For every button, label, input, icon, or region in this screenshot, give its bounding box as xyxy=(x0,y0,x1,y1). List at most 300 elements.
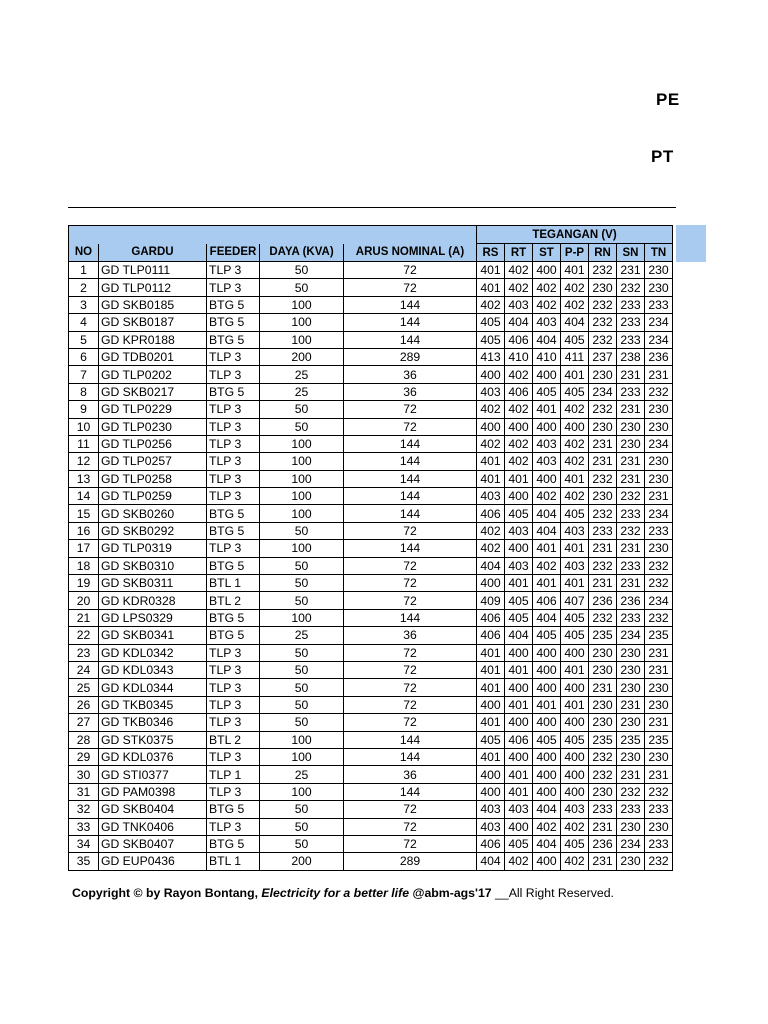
cell-tn: 232 xyxy=(645,383,673,400)
cell-feeder: BTG 5 xyxy=(207,383,260,400)
cell-daya: 100 xyxy=(260,731,344,748)
cell-gardu: GD TLP0259 xyxy=(99,488,207,505)
cell-rs: 406 xyxy=(477,505,505,522)
cell-rs: 401 xyxy=(477,279,505,296)
cell-daya: 50 xyxy=(260,557,344,574)
cell-st: 400 xyxy=(533,262,561,279)
cell-st: 403 xyxy=(533,435,561,452)
col-header-feeder: FEEDER xyxy=(207,244,260,262)
cell-st: 402 xyxy=(533,296,561,313)
cell-daya: 200 xyxy=(260,853,344,870)
cell-rt: 402 xyxy=(505,262,533,279)
cell-arus: 144 xyxy=(344,453,477,470)
cell-gardu: GD SKB0404 xyxy=(99,801,207,818)
table-row xyxy=(69,314,673,331)
cell-feeder: BTL 2 xyxy=(207,731,260,748)
cell-no: 34 xyxy=(69,835,99,852)
col-header-tegangan: TEGANGAN (V) xyxy=(477,226,673,244)
cell-st: 400 xyxy=(533,679,561,696)
cell-rt: 400 xyxy=(505,644,533,661)
cell-rs: 405 xyxy=(477,314,505,331)
cell-arus: 72 xyxy=(344,714,477,731)
cell-tn: 232 xyxy=(645,783,673,800)
cell-daya: 50 xyxy=(260,714,344,731)
cell-tn: 230 xyxy=(645,679,673,696)
cell-rs: 400 xyxy=(477,783,505,800)
cell-st: 400 xyxy=(533,661,561,678)
cell-rt: 405 xyxy=(505,592,533,609)
cell-pp: 405 xyxy=(561,505,589,522)
cell-feeder: BTG 5 xyxy=(207,296,260,313)
cell-sn: 230 xyxy=(617,418,645,435)
cell-feeder: TLP 3 xyxy=(207,279,260,296)
cell-arus: 144 xyxy=(344,488,477,505)
cell-sn: 233 xyxy=(617,505,645,522)
cell-gardu: GD TLP0258 xyxy=(99,470,207,487)
cell-tn: 234 xyxy=(645,592,673,609)
cell-rt: 403 xyxy=(505,801,533,818)
cell-arus: 72 xyxy=(344,279,477,296)
cell-feeder: BTG 5 xyxy=(207,835,260,852)
cell-feeder: TLP 3 xyxy=(207,679,260,696)
cell-gardu: GD SKB0311 xyxy=(99,575,207,592)
cell-pp: 400 xyxy=(561,766,589,783)
cell-sn: 233 xyxy=(617,383,645,400)
table-row xyxy=(69,835,673,852)
cell-no: 4 xyxy=(69,314,99,331)
title-fragment-top: PE xyxy=(656,90,680,109)
table-row xyxy=(69,575,673,592)
cell-daya: 50 xyxy=(260,644,344,661)
cell-st: 401 xyxy=(533,401,561,418)
cell-arus: 72 xyxy=(344,661,477,678)
cell-rs: 403 xyxy=(477,383,505,400)
cell-daya: 25 xyxy=(260,366,344,383)
cell-rs: 405 xyxy=(477,331,505,348)
cell-gardu: GD TDB0201 xyxy=(99,348,207,365)
cell-rs: 406 xyxy=(477,627,505,644)
cell-pp: 411 xyxy=(561,348,589,365)
cell-feeder: TLP 3 xyxy=(207,435,260,452)
cell-tn: 233 xyxy=(645,296,673,313)
cell-rs: 400 xyxy=(477,575,505,592)
cell-sn: 232 xyxy=(617,783,645,800)
cell-sn: 233 xyxy=(617,331,645,348)
cell-sn: 230 xyxy=(617,853,645,870)
cell-tn: 232 xyxy=(645,575,673,592)
cell-rn: 232 xyxy=(589,557,617,574)
cell-st: 404 xyxy=(533,505,561,522)
cell-rs: 406 xyxy=(477,835,505,852)
cell-arus: 72 xyxy=(344,401,477,418)
cell-tn: 234 xyxy=(645,435,673,452)
cell-arus: 72 xyxy=(344,592,477,609)
cell-sn: 231 xyxy=(617,366,645,383)
cell-pp: 400 xyxy=(561,679,589,696)
cell-no: 21 xyxy=(69,609,99,626)
cell-no: 12 xyxy=(69,453,99,470)
cell-sn: 231 xyxy=(617,540,645,557)
cell-st: 400 xyxy=(533,366,561,383)
table-row xyxy=(69,818,673,835)
table-row xyxy=(69,505,673,522)
table-row xyxy=(69,453,673,470)
cell-no: 27 xyxy=(69,714,99,731)
cell-daya: 100 xyxy=(260,331,344,348)
cell-rn: 230 xyxy=(589,783,617,800)
cell-rs: 413 xyxy=(477,348,505,365)
cell-rt: 400 xyxy=(505,818,533,835)
cell-daya: 50 xyxy=(260,279,344,296)
cell-tn: 235 xyxy=(645,627,673,644)
substation-table xyxy=(68,225,673,871)
cell-pp: 401 xyxy=(561,661,589,678)
cell-gardu: GD SKB0185 xyxy=(99,296,207,313)
cell-rs: 401 xyxy=(477,714,505,731)
cell-no: 35 xyxy=(69,853,99,870)
cell-rt: 400 xyxy=(505,488,533,505)
cell-rt: 410 xyxy=(505,348,533,365)
cell-sn: 233 xyxy=(617,801,645,818)
cell-no: 19 xyxy=(69,575,99,592)
cell-daya: 100 xyxy=(260,748,344,765)
cell-daya: 50 xyxy=(260,262,344,279)
cell-sn: 234 xyxy=(617,835,645,852)
table-row xyxy=(69,609,673,626)
cell-st: 400 xyxy=(533,714,561,731)
cell-st: 400 xyxy=(533,766,561,783)
cell-rs: 401 xyxy=(477,262,505,279)
cell-sn: 233 xyxy=(617,314,645,331)
table-row xyxy=(69,661,673,678)
table-row xyxy=(69,731,673,748)
cell-st: 405 xyxy=(533,383,561,400)
cell-rs: 402 xyxy=(477,296,505,313)
cell-st: 400 xyxy=(533,853,561,870)
cell-gardu: GD TKB0346 xyxy=(99,714,207,731)
cell-st: 402 xyxy=(533,557,561,574)
cell-tn: 230 xyxy=(645,453,673,470)
cell-arus: 72 xyxy=(344,418,477,435)
cell-no: 16 xyxy=(69,522,99,539)
col-header-st: ST xyxy=(533,244,561,262)
cell-sn: 231 xyxy=(617,470,645,487)
cell-rn: 232 xyxy=(589,401,617,418)
cell-sn: 230 xyxy=(617,644,645,661)
cell-st: 401 xyxy=(533,696,561,713)
cell-rn: 231 xyxy=(589,679,617,696)
cell-rt: 403 xyxy=(505,557,533,574)
cell-arus: 144 xyxy=(344,435,477,452)
table-row xyxy=(69,696,673,713)
cell-rt: 400 xyxy=(505,679,533,696)
cell-tn: 231 xyxy=(645,766,673,783)
cell-arus: 144 xyxy=(344,540,477,557)
cell-daya: 50 xyxy=(260,522,344,539)
col-header-daya: DAYA (KVA) xyxy=(260,244,344,262)
table-row xyxy=(69,383,673,400)
cell-pp: 401 xyxy=(561,696,589,713)
cell-gardu: GD KDL0343 xyxy=(99,661,207,678)
cell-sn: 232 xyxy=(617,488,645,505)
cell-daya: 200 xyxy=(260,348,344,365)
cell-sn: 231 xyxy=(617,766,645,783)
cell-st: 400 xyxy=(533,644,561,661)
cell-st: 403 xyxy=(533,453,561,470)
cell-rn: 237 xyxy=(589,348,617,365)
cell-arus: 72 xyxy=(344,644,477,661)
cell-daya: 50 xyxy=(260,818,344,835)
cell-arus: 144 xyxy=(344,470,477,487)
cell-tn: 230 xyxy=(645,418,673,435)
cell-feeder: TLP 3 xyxy=(207,644,260,661)
cell-rt: 405 xyxy=(505,609,533,626)
cell-tn: 231 xyxy=(645,661,673,678)
cell-feeder: TLP 3 xyxy=(207,818,260,835)
cell-rt: 405 xyxy=(505,505,533,522)
cell-no: 18 xyxy=(69,557,99,574)
cell-rn: 235 xyxy=(589,731,617,748)
table-row xyxy=(69,366,673,383)
cell-rn: 232 xyxy=(589,331,617,348)
cell-no: 31 xyxy=(69,783,99,800)
cell-gardu: GD EUP0436 xyxy=(99,853,207,870)
cell-feeder: BTG 5 xyxy=(207,609,260,626)
cell-rt: 401 xyxy=(505,575,533,592)
cell-arus: 289 xyxy=(344,348,477,365)
cell-st: 404 xyxy=(533,609,561,626)
table-row xyxy=(69,418,673,435)
cell-rt: 402 xyxy=(505,453,533,470)
cell-rn: 232 xyxy=(589,505,617,522)
cell-rs: 401 xyxy=(477,453,505,470)
title-divider xyxy=(68,207,676,208)
cell-rt: 402 xyxy=(505,435,533,452)
cell-gardu: GD PAM0398 xyxy=(99,783,207,800)
cell-feeder: BTG 5 xyxy=(207,331,260,348)
cell-gardu: GD KDL0376 xyxy=(99,748,207,765)
cell-gardu: GD SKB0260 xyxy=(99,505,207,522)
cell-rt: 400 xyxy=(505,714,533,731)
cell-pp: 400 xyxy=(561,748,589,765)
cell-pp: 402 xyxy=(561,818,589,835)
cell-st: 405 xyxy=(533,731,561,748)
cell-st: 402 xyxy=(533,818,561,835)
cell-st: 410 xyxy=(533,348,561,365)
cell-gardu: GD KDR0328 xyxy=(99,592,207,609)
cell-sn: 230 xyxy=(617,679,645,696)
cell-rt: 402 xyxy=(505,401,533,418)
cell-rn: 230 xyxy=(589,279,617,296)
cell-arus: 36 xyxy=(344,627,477,644)
cell-tn: 230 xyxy=(645,540,673,557)
cell-tn: 234 xyxy=(645,505,673,522)
cell-rn: 232 xyxy=(589,609,617,626)
cell-feeder: TLP 3 xyxy=(207,453,260,470)
cell-rs: 401 xyxy=(477,470,505,487)
cell-st: 402 xyxy=(533,279,561,296)
cell-rs: 402 xyxy=(477,435,505,452)
cell-gardu: GD TLP0229 xyxy=(99,401,207,418)
col-header-rs: RS xyxy=(477,244,505,262)
table-row xyxy=(69,748,673,765)
cell-sn: 233 xyxy=(617,557,645,574)
cell-rt: 400 xyxy=(505,748,533,765)
cell-no: 8 xyxy=(69,383,99,400)
cell-no: 10 xyxy=(69,418,99,435)
cell-pp: 404 xyxy=(561,314,589,331)
cell-daya: 100 xyxy=(260,609,344,626)
header-row xyxy=(69,244,673,262)
cell-rs: 400 xyxy=(477,766,505,783)
cell-st: 400 xyxy=(533,748,561,765)
cell-gardu: GD KPR0188 xyxy=(99,331,207,348)
cell-sn: 231 xyxy=(617,262,645,279)
footer-copyright xyxy=(72,886,614,900)
cell-sn: 230 xyxy=(617,661,645,678)
cell-no: 17 xyxy=(69,540,99,557)
cell-feeder: BTL 2 xyxy=(207,592,260,609)
cell-arus: 36 xyxy=(344,366,477,383)
table-row xyxy=(69,488,673,505)
cell-st: 406 xyxy=(533,592,561,609)
cell-pp: 402 xyxy=(561,853,589,870)
cell-feeder: BTG 5 xyxy=(207,801,260,818)
cell-gardu: GD TLP0202 xyxy=(99,366,207,383)
cell-tn: 232 xyxy=(645,609,673,626)
cell-pp: 402 xyxy=(561,453,589,470)
cell-gardu: GD SKB0292 xyxy=(99,522,207,539)
cell-rn: 230 xyxy=(589,418,617,435)
cell-daya: 100 xyxy=(260,314,344,331)
cell-tn: 233 xyxy=(645,801,673,818)
cell-feeder: BTG 5 xyxy=(207,627,260,644)
cell-arus: 144 xyxy=(344,783,477,800)
cell-pp: 401 xyxy=(561,575,589,592)
cell-tn: 231 xyxy=(645,488,673,505)
cell-pp: 403 xyxy=(561,557,589,574)
cell-st: 403 xyxy=(533,314,561,331)
cell-rn: 230 xyxy=(589,488,617,505)
cell-feeder: TLP 3 xyxy=(207,418,260,435)
cell-sn: 238 xyxy=(617,348,645,365)
cell-pp: 401 xyxy=(561,470,589,487)
cell-rn: 232 xyxy=(589,748,617,765)
cell-no: 14 xyxy=(69,488,99,505)
cell-rn: 231 xyxy=(589,853,617,870)
cell-arus: 72 xyxy=(344,679,477,696)
cell-arus: 72 xyxy=(344,262,477,279)
cell-st: 401 xyxy=(533,575,561,592)
cell-pp: 403 xyxy=(561,801,589,818)
cell-rn: 230 xyxy=(589,644,617,661)
col-header-gardu: GARDU xyxy=(99,244,207,262)
cell-tn: 232 xyxy=(645,853,673,870)
cell-rs: 404 xyxy=(477,557,505,574)
cell-rn: 230 xyxy=(589,366,617,383)
cell-arus: 72 xyxy=(344,575,477,592)
cell-rs: 401 xyxy=(477,644,505,661)
cell-gardu: GD SKB0407 xyxy=(99,835,207,852)
cell-no: 32 xyxy=(69,801,99,818)
cell-gardu: GD TLP0257 xyxy=(99,453,207,470)
cell-daya: 25 xyxy=(260,766,344,783)
cell-rn: 233 xyxy=(589,522,617,539)
cell-rt: 406 xyxy=(505,331,533,348)
cell-no: 28 xyxy=(69,731,99,748)
cell-no: 15 xyxy=(69,505,99,522)
cell-pp: 402 xyxy=(561,488,589,505)
cell-gardu: GD TNK0406 xyxy=(99,818,207,835)
cell-pp: 401 xyxy=(561,262,589,279)
table-row xyxy=(69,401,673,418)
cell-tn: 231 xyxy=(645,644,673,661)
table-row xyxy=(69,679,673,696)
cell-no: 11 xyxy=(69,435,99,452)
cell-sn: 234 xyxy=(617,627,645,644)
cell-sn: 230 xyxy=(617,748,645,765)
cell-pp: 400 xyxy=(561,783,589,800)
cell-feeder: BTL 1 xyxy=(207,853,260,870)
cell-sn: 231 xyxy=(617,401,645,418)
cell-st: 404 xyxy=(533,801,561,818)
col-header-rn: RN xyxy=(589,244,617,262)
cell-gardu: GD SKB0341 xyxy=(99,627,207,644)
cell-sn: 235 xyxy=(617,731,645,748)
cell-daya: 100 xyxy=(260,296,344,313)
table-row xyxy=(69,766,673,783)
cell-rt: 401 xyxy=(505,783,533,800)
cell-pp: 407 xyxy=(561,592,589,609)
cell-daya: 50 xyxy=(260,661,344,678)
table-row xyxy=(69,801,673,818)
cell-tn: 231 xyxy=(645,714,673,731)
cell-sn: 231 xyxy=(617,575,645,592)
cell-daya: 100 xyxy=(260,488,344,505)
cell-tn: 235 xyxy=(645,731,673,748)
cell-rs: 401 xyxy=(477,679,505,696)
cell-tn: 230 xyxy=(645,262,673,279)
cell-pp: 405 xyxy=(561,383,589,400)
header-spacer xyxy=(69,226,477,244)
cell-daya: 50 xyxy=(260,801,344,818)
cell-gardu: GD TKB0345 xyxy=(99,696,207,713)
cell-gardu: GD TLP0256 xyxy=(99,435,207,452)
cell-sn: 236 xyxy=(617,592,645,609)
cell-rs: 400 xyxy=(477,696,505,713)
cell-sn: 230 xyxy=(617,435,645,452)
col-header-arus: ARUS NOMINAL (A) xyxy=(344,244,477,262)
col-header-rt: RT xyxy=(505,244,533,262)
cell-feeder: TLP 3 xyxy=(207,714,260,731)
cell-feeder: TLP 3 xyxy=(207,661,260,678)
cell-pp: 402 xyxy=(561,279,589,296)
cell-tn: 233 xyxy=(645,835,673,852)
cell-tn: 231 xyxy=(645,366,673,383)
cell-rt: 404 xyxy=(505,314,533,331)
cell-gardu: GD TLP0319 xyxy=(99,540,207,557)
footer-rights: __All Right Reserved. xyxy=(495,886,614,900)
cell-tn: 230 xyxy=(645,748,673,765)
cell-sn: 230 xyxy=(617,714,645,731)
cell-rt: 406 xyxy=(505,731,533,748)
cell-pp: 402 xyxy=(561,435,589,452)
cell-rs: 403 xyxy=(477,818,505,835)
cell-sn: 233 xyxy=(617,296,645,313)
cell-st: 405 xyxy=(533,627,561,644)
cell-rs: 401 xyxy=(477,748,505,765)
table-row xyxy=(69,627,673,644)
